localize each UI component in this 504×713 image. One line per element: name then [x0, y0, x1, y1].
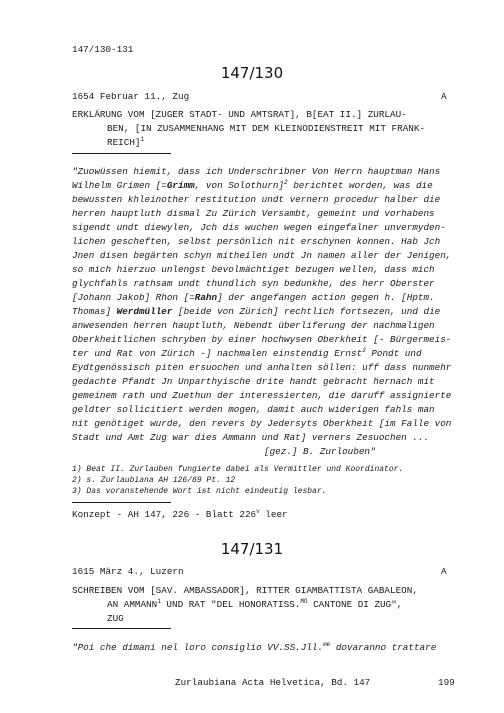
- footnote-2: 2) s. Zurlaubiana AH 126/89 Pt. 12: [72, 476, 236, 485]
- footnote-ref-2: 2: [284, 179, 288, 186]
- body-line: nit genötiget wurde, den revers by Jedersyts Oberkheit [im Falle von: [72, 418, 452, 429]
- body-line: "Zuowüssen hiemit, dass ich Underschribner Von Herrn hauptman Hans: [72, 166, 441, 177]
- doc-number-147-131: 147/131: [220, 540, 284, 558]
- doc2-title-line-2: AN AMMANN$^1$ UND RAT "DEL HONORATISS.$^{MO}$ CANTONE DI ZUG",: [107, 598, 403, 610]
- doc2-title-line-3: ZUG: [107, 613, 124, 624]
- body-line: sigendt undt diewylen, Jch dis wuchen wegen eingefalner unvermyden-: [72, 222, 446, 233]
- body-line: Jnen disen begärten schyn mitheilen undt Jn namen aller der Jenigen,: [72, 250, 452, 261]
- doc2-title-line-1: SCHREIBEN VOM [SAV. AMBASSADOR], RITTER GIAMBATTISTA GABALEON,: [72, 585, 418, 596]
- separator-rule: [72, 502, 171, 503]
- body-line: anwesenden herren hauptluth, Nebendt überliferung der nachmaligen: [72, 320, 435, 331]
- footnote-ref-3: 3: [362, 347, 366, 354]
- header-ref-range: 147/130-131: [72, 44, 134, 55]
- body-line: [Johann Jakob] Rhon [=Rahn] der angefangen action gegen h. [Hptm.: [72, 292, 435, 303]
- footnote-1: 1) Beat II. Zurlauben fungierte dabei als Vermittler und Koordinator.: [72, 465, 404, 474]
- doc2-date-place: 1615 März 4., Luzern: [72, 566, 184, 577]
- body-line: so mich hierzuo unlengst bevolmächtiget bezugen wellen, dass mich: [72, 264, 435, 275]
- doc1-type-letter: A: [441, 91, 447, 102]
- doc-number-147-130: 147/130: [220, 64, 284, 82]
- doc1-title-line-3: REICH]$^1$: [107, 136, 145, 148]
- footer-journal: Zurlaubiana Acta Helvetica, Bd. 147: [175, 677, 371, 688]
- footnote-3: 3) Das voranstehende Wort ist nicht eindeutig lesbar.: [72, 487, 327, 496]
- separator-rule: [72, 628, 171, 629]
- doc2-type-letter: A: [441, 566, 447, 577]
- body-line: glychfahls rathsam undt thundlich syn bedunkhe, des herr Oberster: [72, 278, 435, 289]
- doc1-title-line-2: BEN, [IN ZUSAMMENHANG MIT DEM KLEINODIENSTREIT MIT FRANK-: [107, 123, 426, 134]
- body-line: Thomas] Werdmüller [beide von Zürich] rechtlich fortsezen, und die: [72, 306, 441, 317]
- body-line: geldter sollicitiert werden mogen, damit auch widerigen fahls man: [72, 404, 435, 415]
- body-line: Wilhelm Grimen [=Grimm, von Solothurn]$^2$ berichtet worden, was die: [72, 179, 433, 191]
- signature-line: [gez.] B. Zurlouben": [264, 446, 376, 457]
- body-line: Oberkheitlichen schryben by einer hochwysen Oberkheit [- Bürgermeis-: [72, 334, 452, 345]
- body-line: gemeinem rath und Zuethun der interessierten, die daruff assignierte: [72, 390, 452, 401]
- doc1-date-place: 1654 Februar 11., Zug: [72, 91, 190, 102]
- footer-page-number: 199: [438, 677, 455, 688]
- doc2-body-line-1: "Poi che dimani nel loro consiglio VV.SS.Jll.$^{me}$ dovaranno trattare: [72, 641, 437, 653]
- footnote-ref-1: 1: [157, 598, 161, 605]
- body-line: lichen gescheften, selbst persönlich nit erschynen konnen. Hab Jch: [72, 236, 441, 247]
- footnote-ref-1: 1: [140, 136, 145, 143]
- separator-rule: [72, 153, 171, 154]
- body-line: Eydtgenössisch piten ersuochen und anhalten söllen: uff dass nunmehr: [72, 362, 452, 373]
- doc1-concept-line: Konzept - AH 147, 226 - Blatt 226$^v$ leer: [72, 508, 288, 520]
- doc1-title-line-1: ERKLÄRUNG VOM [ZUGER STADT- UND AMTSRAT], B[EAT II.] ZURLAU-: [72, 109, 407, 120]
- body-line: bewussten khleinother restitution undt vernern procedur halber die: [72, 194, 441, 205]
- body-line: gedachte Pfandt Jn Unparthyische drite handt gebracht hernach mit: [72, 376, 435, 387]
- body-line: ter und Rat von Zürich -] nachmalen einstendig Ernst$^3$ Pondt und: [72, 347, 422, 359]
- body-line: Stadt und Amt Zug war dies Ammann und Rat] verners Zesuochen ...: [72, 432, 430, 443]
- body-line: herren hauptluth dismal Zu Zürich Versambt, gemeint und vorhabens: [72, 208, 435, 219]
